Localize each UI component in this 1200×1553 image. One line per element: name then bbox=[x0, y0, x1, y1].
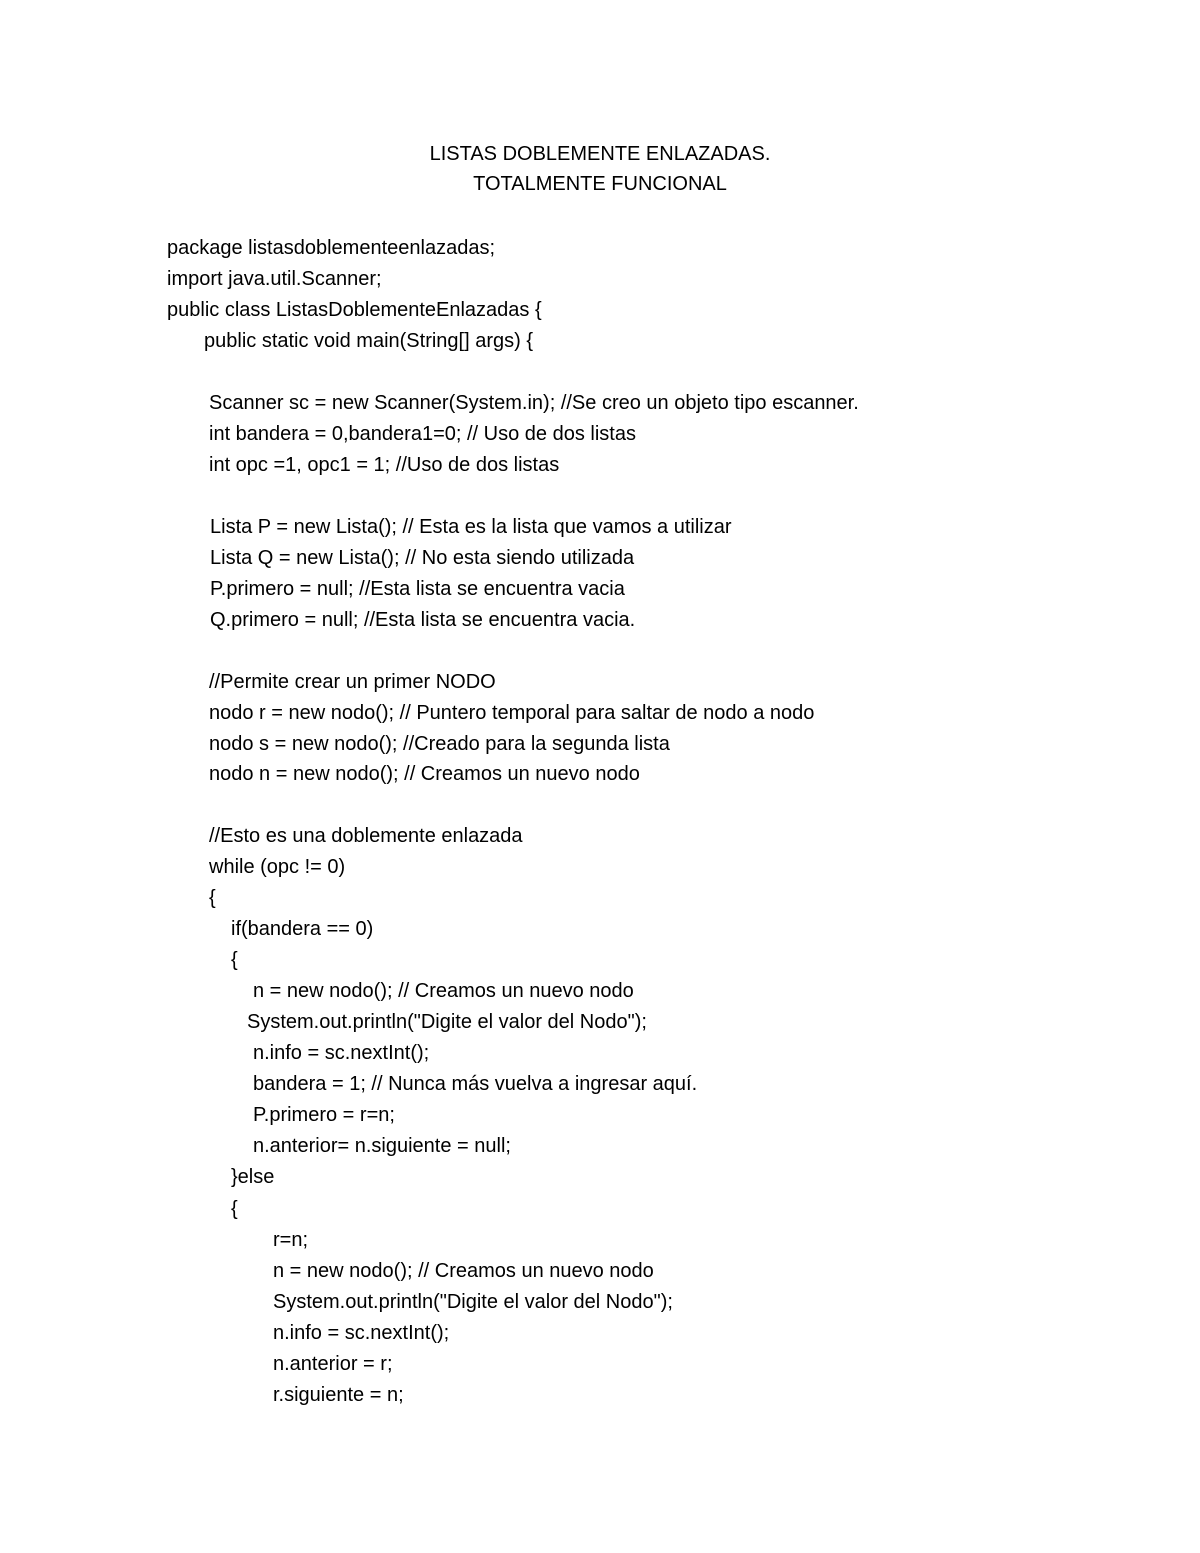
code-line: P.primero = r=n; bbox=[253, 1104, 395, 1126]
code-line: int opc =1, opc1 = 1; //Uso de dos listas bbox=[209, 454, 560, 476]
code-line: n.anterior= n.siguiente = null; bbox=[253, 1135, 511, 1157]
code-line: { bbox=[231, 949, 238, 971]
code-line: P.primero = null; //Esta lista se encuentra vacia bbox=[210, 578, 625, 600]
code-line: Q.primero = null; //Esta lista se encuentra vacia. bbox=[210, 609, 636, 631]
code-line: { bbox=[231, 1198, 238, 1220]
code-line: import java.util.Scanner; bbox=[167, 268, 382, 290]
code-line: public class ListasDoblementeEnlazadas { bbox=[167, 299, 542, 321]
code-line: r.siguiente = n; bbox=[273, 1384, 404, 1406]
code-line: Scanner sc = new Scanner(System.in); //Se creo un objeto tipo escanner. bbox=[209, 392, 859, 414]
code-line: nodo s = new nodo(); //Creado para la segunda lista bbox=[209, 733, 670, 755]
code-line: n = new nodo(); // Creamos un nuevo nodo bbox=[253, 980, 634, 1002]
document-subtitle: TOTALMENTE FUNCIONAL bbox=[473, 173, 727, 195]
document-title: LISTAS DOBLEMENTE ENLAZADAS. bbox=[429, 143, 771, 165]
code-line: nodo r = new nodo(); // Puntero temporal para saltar de nodo a nodo bbox=[209, 702, 815, 724]
code-line: { bbox=[209, 887, 216, 909]
code-line: public static void main(String[] args) { bbox=[204, 330, 534, 352]
code-line: nodo n = new nodo(); // Creamos un nuevo nodo bbox=[209, 763, 640, 785]
code-line: Lista P = new Lista(); // Esta es la lista que vamos a utilizar bbox=[210, 516, 732, 538]
code-line: System.out.println("Digite el valor del Nodo"); bbox=[247, 1011, 647, 1033]
code-line: Lista Q = new Lista(); // No esta siendo utilizada bbox=[210, 547, 635, 569]
code-line: n.anterior = r; bbox=[273, 1353, 393, 1375]
code-line: package listasdoblementeenlazadas; bbox=[167, 237, 495, 259]
code-line: n = new nodo(); // Creamos un nuevo nodo bbox=[273, 1260, 654, 1282]
code-line: n.info = sc.nextInt(); bbox=[253, 1042, 430, 1064]
code-line: System.out.println("Digite el valor del Nodo"); bbox=[273, 1291, 673, 1313]
code-line: //Permite crear un primer NODO bbox=[209, 671, 496, 693]
code-line: //Esto es una doblemente enlazada bbox=[209, 825, 523, 847]
code-line: }else bbox=[231, 1166, 275, 1188]
code-line: int bandera = 0,bandera1=0; // Uso de dos listas bbox=[209, 423, 636, 445]
code-line: n.info = sc.nextInt(); bbox=[273, 1322, 450, 1344]
code-line: while (opc != 0) bbox=[209, 856, 346, 878]
code-line: bandera = 1; // Nunca más vuelva a ingresar aquí. bbox=[253, 1073, 698, 1095]
code-line: r=n; bbox=[273, 1229, 309, 1251]
code-line: if(bandera == 0) bbox=[231, 918, 374, 940]
